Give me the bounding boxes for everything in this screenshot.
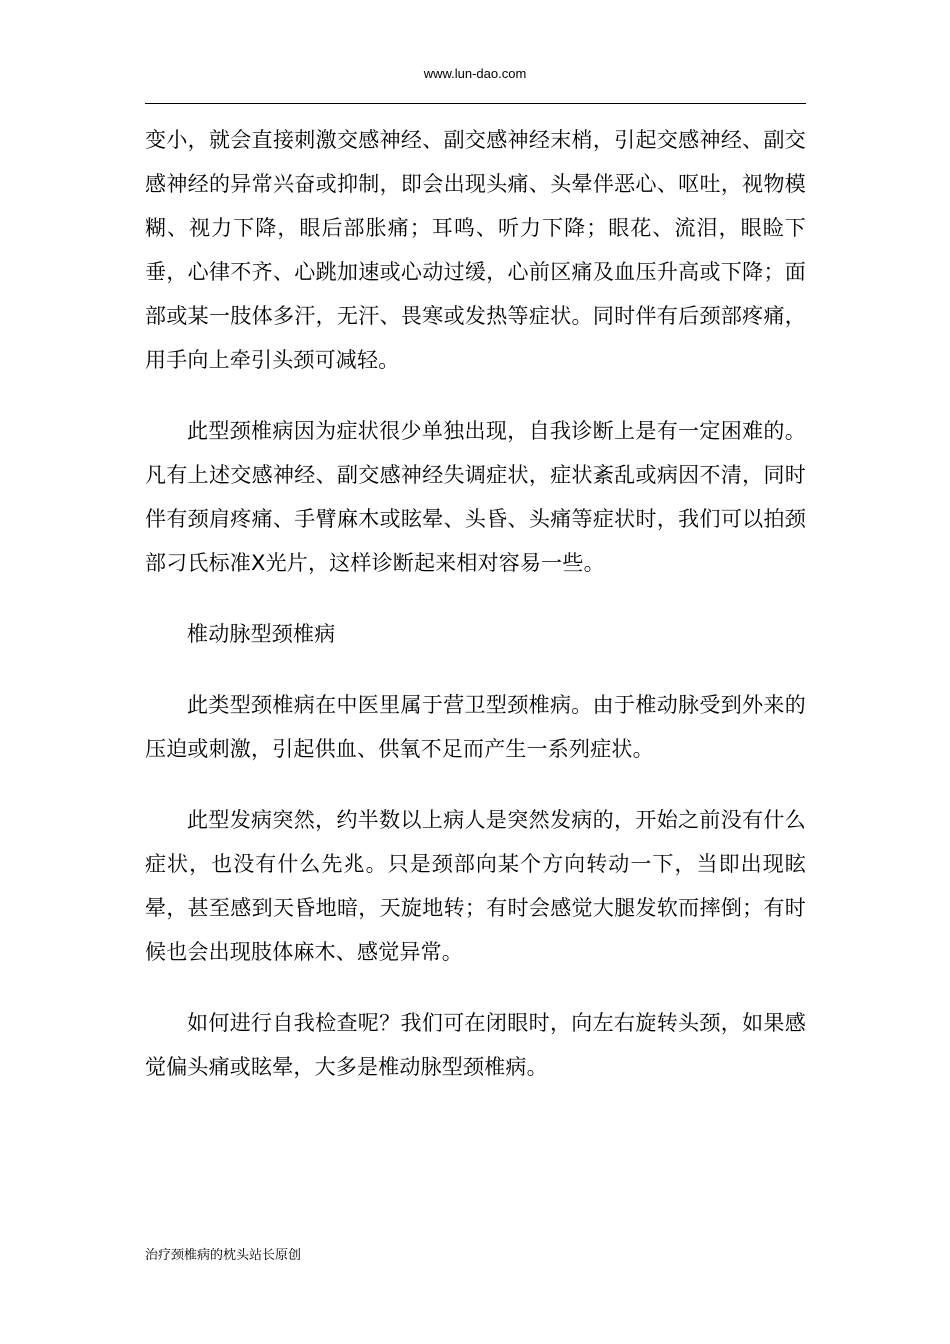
header-divider — [145, 103, 806, 104]
footer-text: 治疗颈椎病的枕头站长原创 — [145, 1248, 302, 1263]
header-site-url: www.lun-dao.com — [423, 66, 527, 81]
paragraph-sympathetic-symptoms: 变小，就会直接刺激交感神经、副交感神经末梢，引起交感神经、副交感神经的异常兴奋或抑制，即会出现头痛、头晕伴恶心、呕吐，视物模糊、视力下降，眼后部胀痛；耳鸣、听力下降；眼花、流泪，眼睑下垂，心律不齐、心跳加速或心动过缓，心前区痛及血压升高或下降；面部或某一肢体多汗，无汗、畏寒或发热等症状。同时伴有后颈部疼痛，用手向上牵引头颈可减轻。 — [145, 128, 806, 372]
paragraph-self-check: 如何进行自我检查呢？我们可在闭眼时，向左右旋转头颈，如果感觉偏头痛或眩晕，大多是椎动脉型颈椎病。 — [145, 1011, 806, 1079]
section-heading-vertebral-artery: 椎动脉型颈椎病 — [187, 622, 336, 646]
paragraph-diagnosis-difficulty: 此型颈椎病因为症状很少单独出现，自我诊断上是有一定困难的。凡有上述交感神经、副交感神经失调症状，症状紊乱或病因不清，同时伴有颈肩疼痛、手臂麻木或眩晕、头昏、头痛等症状时，我们可以拍颈部刁氏标准X光片，这样诊断起来相对容易一些。 — [145, 419, 806, 575]
document-body — [145, 118, 806, 1116]
paragraph-vertebral-artery-intro: 此类型颈椎病在中医里属于营卫型颈椎病。由于椎动脉受到外来的压迫或刺激，引起供血、供氧不足而产生一系列症状。 — [145, 693, 806, 761]
paragraph-onset-description: 此型发病突然，约半数以上病人是突然发病的，开始之前没有什么症状，也没有什么先兆。只是颈部向某个方向转动一下，当即出现眩晕，甚至感到天昏地暗，天旋地转；有时会感觉大腿发软而摔倒；有时候也会出现肢体麻木、感觉异常。 — [145, 808, 806, 964]
